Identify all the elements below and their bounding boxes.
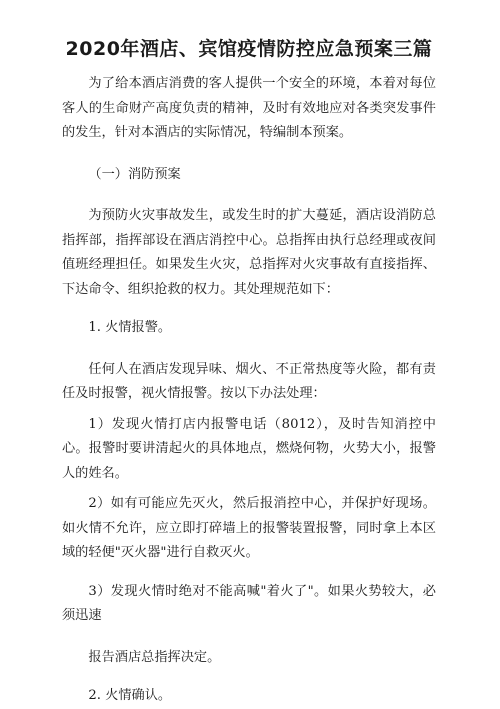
step-fire-alarm: 1. 火情报警。 [88,320,172,335]
document-title: 2020年酒店、宾馆疫情防控应急预案三篇 [65,38,433,60]
alarm-item-1: 1）发现火情打店内报警电话（8012），及时告知消控中心。报警时要讲清起火的具体地点，燃烧何物，火势大小，报警人的姓名。 [62,416,436,481]
fire-command-paragraph: 为预防火灾事故发生，或发生时的扩大蔓延，酒店设消防总指挥部，指挥部设在酒店消控中心。总指挥由执行总经理或夜间值班经理担任。如果发生火灾，总指挥对火灾事故有直接指挥、下达命令、组织抢救的权力。其处理规范如下： [62,208,436,297]
alarm-duty-paragraph: 任何人在酒店发现异味、烟火、不正常热度等火险，都有责任及时报警，视火情报警。按以下办法处理： [62,361,436,401]
alarm-item-3: 3）发现火情时绝对不能高喊"着火了"。如果火势较大，必须迅速 [62,583,436,623]
step-fire-confirm: 2. 火情确认。 [88,688,172,703]
alarm-item-3-continued: 报告酒店总指挥决定。 [88,649,221,665]
section-heading-fire-plan: （一）消防预案 [88,166,181,182]
intro-paragraph: 为了给本酒店消费的客人提供一个安全的环境，本着对每位客人的生命财产高度负责的精神，及时有效地应对各类突发事件的发生，针对本酒店的实际情况，特编制本预案。 [62,76,436,140]
alarm-item-2: 2）如有可能应先灭火，然后报消控中心，并保护好现场。如火情不允许，应立即打碎墙上的报警装置报警，同时拿上本区域的轻便"灭火器"进行自救灭火。 [62,496,436,560]
